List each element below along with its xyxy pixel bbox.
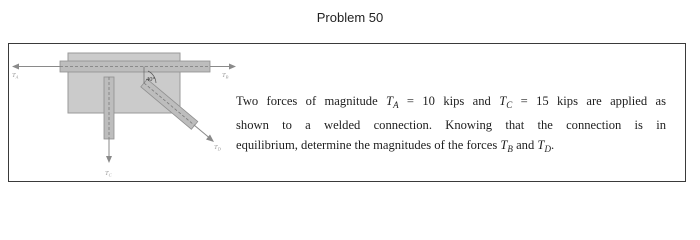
label-tb: $T_B$ bbox=[222, 72, 229, 80]
label-ta: $T_A$ bbox=[12, 72, 19, 80]
statement-line-1: Two forces of magnitude $T_A = 10$ kips and $T_C = 15$ kips are applied as bbox=[236, 94, 666, 110]
label-tc: $T_C$ bbox=[105, 170, 112, 178]
problem-heading: Problem 50 bbox=[316, 10, 384, 25]
problem-statement bbox=[236, 91, 666, 159]
label-td: $T_D$ bbox=[214, 144, 221, 152]
statement-line-2: shown to a welded connection. Knowing that the connection is in bbox=[236, 118, 666, 132]
welded-connection-figure bbox=[8, 43, 238, 182]
statement-line-3: equilibrium, determine the magnitudes of the forces $T_B$ and $T_D$. bbox=[236, 138, 555, 154]
angle-label: 40° bbox=[146, 76, 156, 83]
